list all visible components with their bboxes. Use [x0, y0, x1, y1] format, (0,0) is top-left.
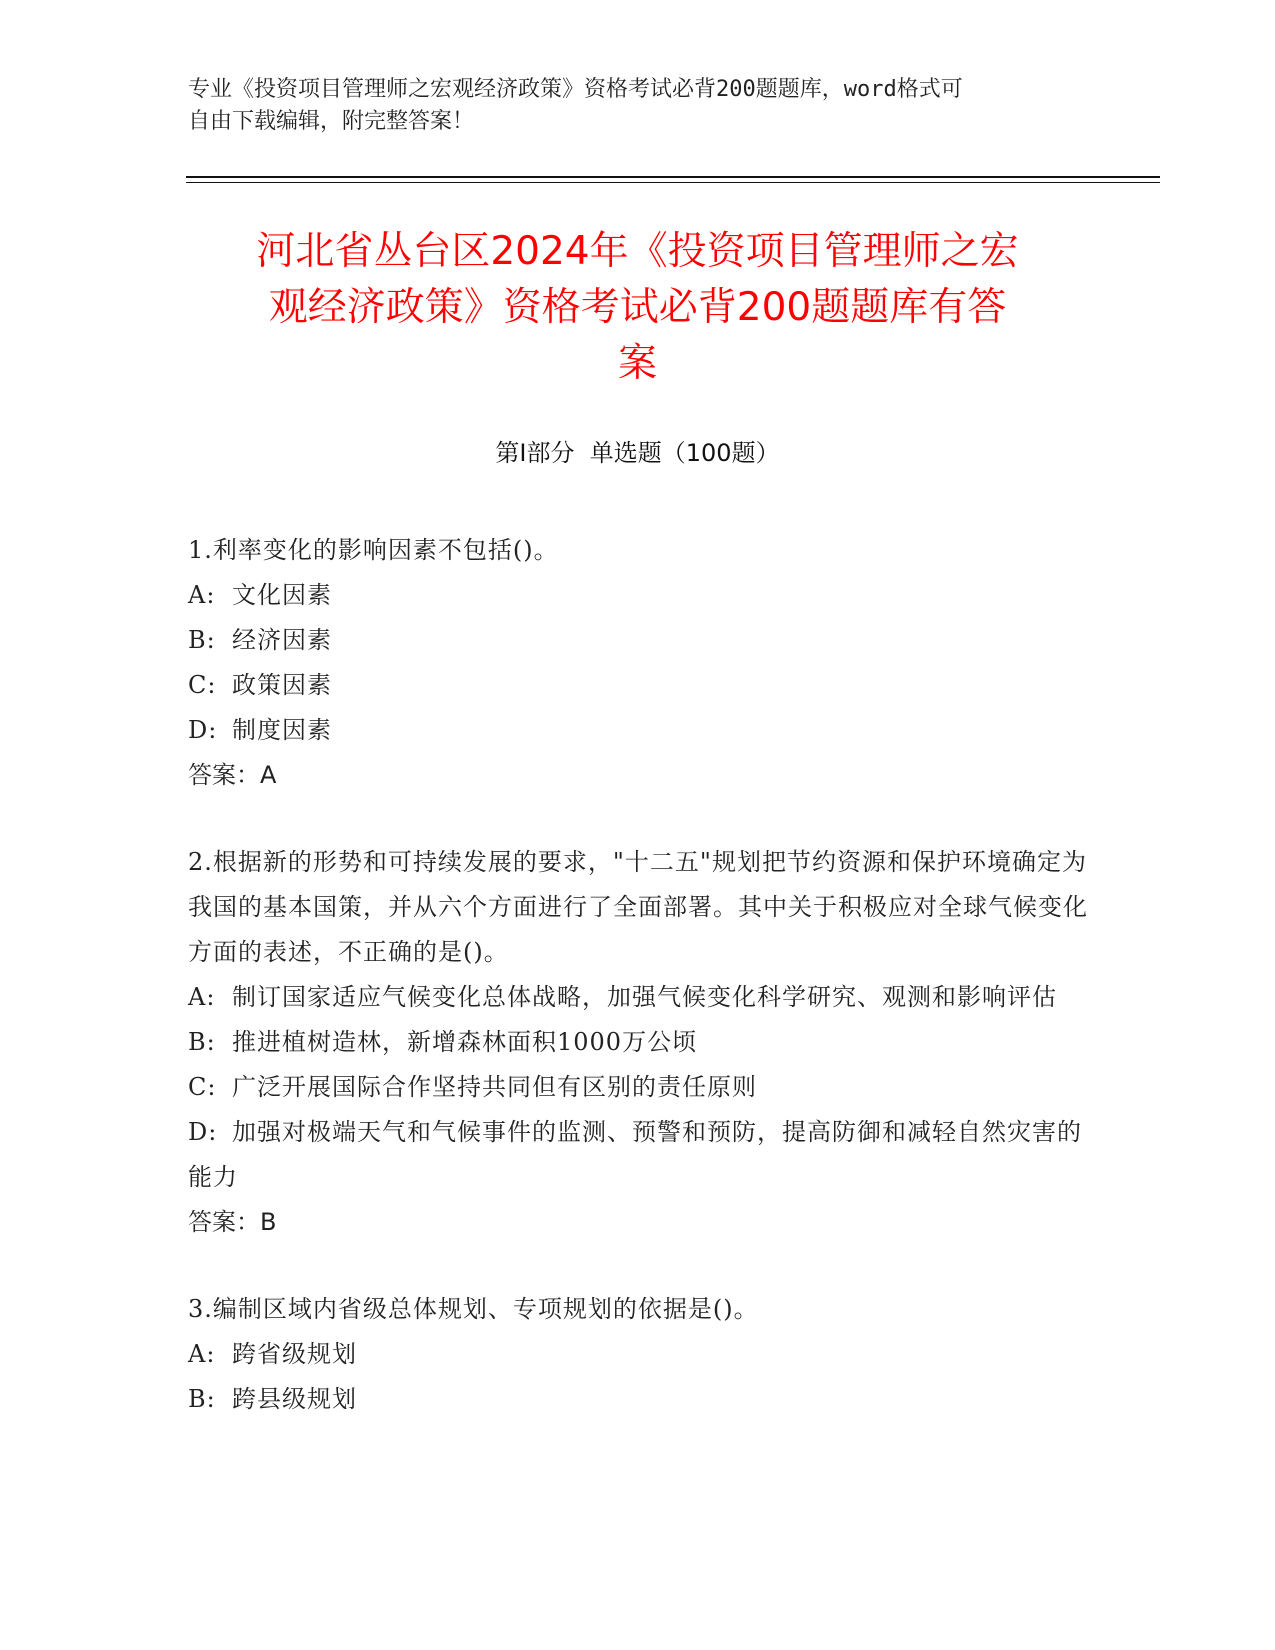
header-rule-thick	[186, 176, 1160, 178]
question-list	[188, 528, 1088, 1464]
option-letter: A:	[188, 983, 216, 1011]
option-letter: B:	[188, 1028, 216, 1056]
document-title-line-1: 河北省丛台区2024年《投资项目管理师之宏	[256, 229, 1019, 274]
option-letter: D:	[188, 716, 218, 744]
option-text: 经济因素	[232, 626, 332, 654]
option-text: 政策因素	[232, 671, 332, 699]
option-b	[188, 1020, 1088, 1065]
option-c	[188, 1065, 1088, 1110]
option-letter: B:	[188, 626, 216, 654]
option-text: 制订国家适应气候变化总体战略，加强气候变化科学研究、观测和影响评估	[232, 983, 1057, 1011]
option-letter: A:	[188, 581, 216, 609]
option-d	[188, 1110, 1088, 1200]
option-text: 制度因素	[232, 716, 332, 744]
option-text: 推进植树造林，新增森林面积1000万公顷	[232, 1028, 698, 1056]
option-text: 跨县级规划	[232, 1385, 357, 1413]
section-title: 第I部分 单选题（100题）	[495, 439, 780, 467]
header-note-line-2: 自由下载编辑，附完整答案！	[188, 109, 475, 134]
header-note	[188, 74, 1088, 138]
option-a	[188, 573, 1088, 618]
document-title-line-3: 案	[617, 341, 657, 386]
question-2	[188, 840, 1088, 1245]
question-stem: 3.编制区域内省级总体规划、专项规划的依据是()。	[188, 1295, 759, 1323]
question-1	[188, 528, 1088, 798]
option-text: 广泛开展国际合作坚持共同但有区别的责任原则	[232, 1073, 757, 1101]
question-stem: 2.根据新的形势和可持续发展的要求，"十二五"规划把节约资源和保护环境确定为我国的基本国策，并从六个方面进行了全面部署。其中关于积极应对全球气候变化方面的表述，不正确的是()。	[188, 848, 1088, 966]
option-c	[188, 663, 1088, 708]
option-b	[188, 1377, 1088, 1422]
option-a	[188, 975, 1088, 1020]
option-text: 跨省级规划	[232, 1340, 357, 1368]
document-title	[180, 224, 1095, 392]
option-a	[188, 1332, 1088, 1377]
option-letter: B:	[188, 1385, 216, 1413]
option-d	[188, 708, 1088, 753]
option-b	[188, 618, 1088, 663]
document-title-line-2: 观经济政策》资格考试必背200题题库有答	[268, 285, 1007, 330]
option-text: 加强对极端天气和气候事件的监测、预警和预防，提高防御和减轻自然灾害的能力	[188, 1118, 1082, 1191]
option-text: 文化因素	[232, 581, 332, 609]
option-letter: C:	[188, 671, 217, 699]
question-stem: 1.利率变化的影响因素不包括()。	[188, 536, 559, 564]
option-letter: C:	[188, 1073, 217, 1101]
answer-line: 答案：B	[188, 1208, 277, 1236]
option-letter: D:	[188, 1118, 218, 1146]
header-rule-thin	[186, 182, 1160, 183]
option-letter: A:	[188, 1340, 216, 1368]
header-note-line-1: 专业《投资项目管理师之宏观经济政策》资格考试必背200题题库，word格式可	[188, 77, 963, 102]
answer-line: 答案：A	[188, 761, 277, 789]
question-3	[188, 1287, 1088, 1422]
